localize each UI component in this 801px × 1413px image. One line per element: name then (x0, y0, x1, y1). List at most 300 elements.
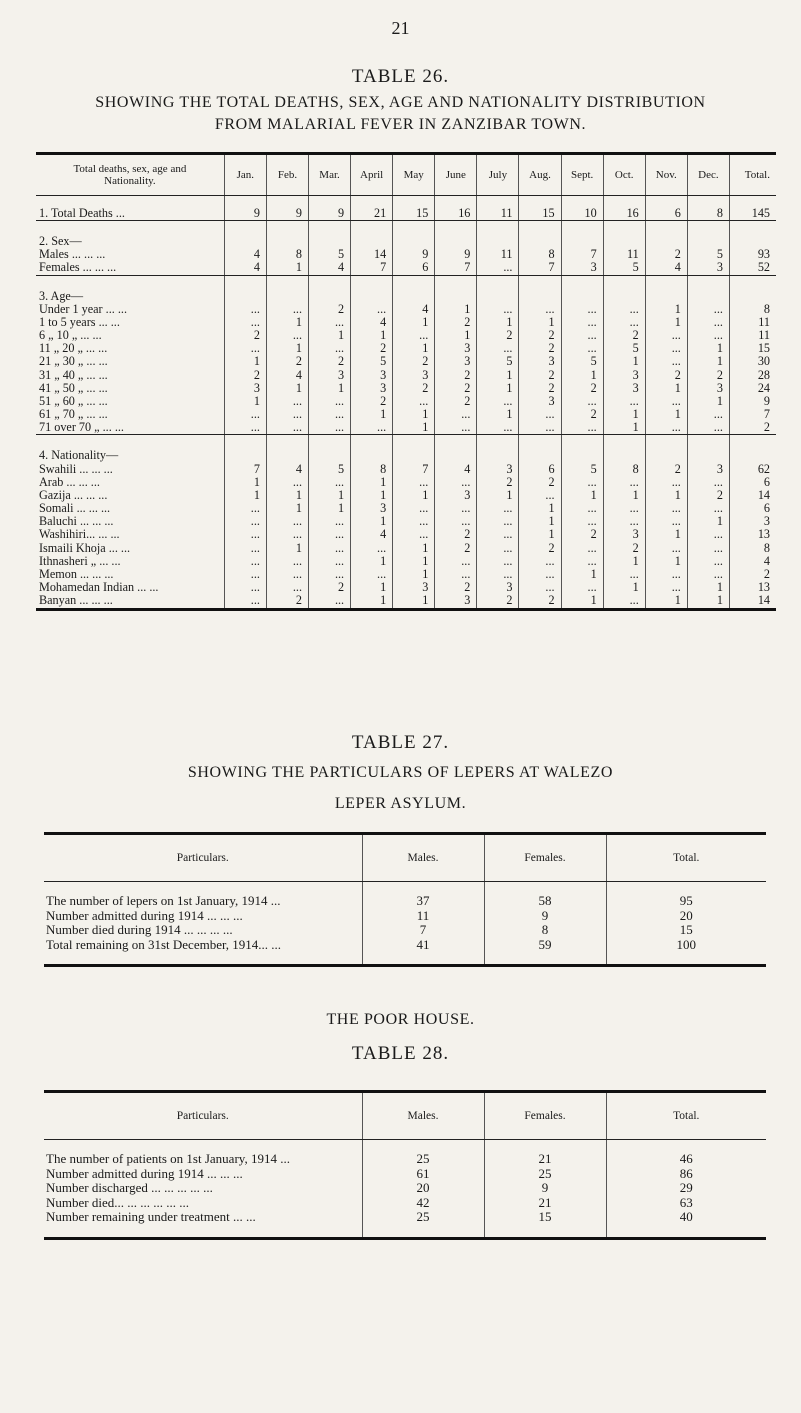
females-cell: 21 (484, 1196, 606, 1211)
empty-cell (477, 446, 519, 462)
total-cell: 62 (729, 462, 776, 475)
value-cell: 2 (519, 329, 561, 342)
value-cell: ... (561, 476, 603, 489)
value-cell: 4 (224, 261, 266, 275)
row-label: Somali ... ... ... (39, 501, 111, 516)
value-cell: ... (266, 555, 308, 568)
value-cell: 1 (393, 421, 435, 435)
value-cell: ... (687, 329, 729, 342)
value-cell: ... (393, 515, 435, 528)
value-cell: ... (645, 329, 687, 342)
value-cell: 1 (393, 542, 435, 555)
spacer-cell (645, 435, 687, 447)
value-cell: ... (224, 303, 266, 316)
empty-cell (393, 287, 435, 303)
value-cell: 3 (393, 369, 435, 382)
value-cell: ... (687, 316, 729, 329)
value-cell: ... (266, 581, 308, 594)
total-cell: 20 (606, 909, 766, 924)
value-cell: 1 (645, 489, 687, 502)
spacer-cell (362, 1140, 484, 1153)
table-26 (36, 152, 776, 611)
value-cell: 2 (435, 581, 477, 594)
value-cell: 1 (435, 329, 477, 342)
col-females: Females. (484, 834, 606, 882)
section-title: 2. Sex— (39, 234, 82, 249)
spacer-cell (606, 952, 766, 966)
value-cell: ... (519, 303, 561, 316)
value-cell: 1 (393, 555, 435, 568)
total-cell: 86 (606, 1167, 766, 1182)
value-cell: ... (435, 502, 477, 515)
spacer-cell (266, 221, 308, 233)
value-cell: ... (351, 568, 393, 581)
value-cell: 9 (266, 207, 308, 221)
total-cell: 6 (729, 476, 776, 489)
value-cell: 2 (519, 342, 561, 355)
empty-cell (519, 287, 561, 303)
empty-cell (477, 287, 519, 303)
value-cell: ... (519, 568, 561, 581)
value-cell: 1 (266, 342, 308, 355)
row-label: 21 „ 30 „ ... ... (39, 354, 108, 369)
row-label: 11 „ 20 „ ... ... (39, 341, 108, 356)
spacer-cell (477, 275, 519, 287)
value-cell: ... (603, 476, 645, 489)
total-cell: 6 (729, 502, 776, 515)
row-label: Arab ... ... ... (39, 474, 100, 489)
spacer-cell (561, 221, 603, 233)
value-cell: ... (309, 476, 351, 489)
value-cell: ... (645, 421, 687, 435)
value-cell: ... (224, 342, 266, 355)
value-cell: 2 (519, 382, 561, 395)
spacer-cell (351, 275, 393, 287)
row-label: Number died... ... ... ... ... ... (46, 1194, 189, 1210)
spacer-cell (603, 435, 645, 447)
value-cell: ... (687, 542, 729, 555)
value-cell: 1 (224, 476, 266, 489)
value-cell: 1 (687, 515, 729, 528)
males-cell: 41 (362, 938, 484, 953)
value-cell: 1 (477, 369, 519, 382)
row-label: Total remaining on 31st December, 1914... ... (46, 936, 282, 952)
value-cell: 1 (393, 408, 435, 421)
total-cell: 14 (729, 489, 776, 502)
value-cell: 11 (603, 248, 645, 261)
table-27 (44, 832, 766, 967)
spacer-cell (477, 221, 519, 233)
empty-cell (224, 232, 266, 248)
row-label: 1. Total Deaths ... (36, 207, 224, 221)
total-cell: 11 (729, 329, 776, 342)
value-cell: 1 (687, 594, 729, 609)
spacer-cell (224, 221, 266, 233)
row-label: 61 „ 70 „ ... ... (39, 407, 108, 422)
spacer-cell (519, 221, 561, 233)
table-26-header-row (36, 154, 776, 196)
value-cell: 5 (603, 342, 645, 355)
value-cell: 2 (393, 355, 435, 368)
row-label: Number died during 1914 ... ... ... ... (46, 922, 233, 938)
value-cell: ... (266, 329, 308, 342)
value-cell: 1 (224, 355, 266, 368)
value-cell: 1 (266, 382, 308, 395)
header-label-line-1: Total deaths, sex, age and (73, 163, 187, 175)
value-cell: 15 (393, 207, 435, 221)
value-cell: ... (309, 342, 351, 355)
value-cell: 7 (393, 462, 435, 475)
table-row (44, 1152, 766, 1167)
total-cell: 24 (729, 382, 776, 395)
value-cell: 4 (393, 303, 435, 316)
value-cell: ... (603, 316, 645, 329)
empty-cell (603, 446, 645, 462)
spacer-cell (309, 196, 351, 208)
total-cell: 63 (606, 1196, 766, 1211)
table-row (36, 515, 776, 528)
value-cell: ... (687, 476, 729, 489)
value-cell: 1 (687, 581, 729, 594)
value-cell: 4 (645, 261, 687, 275)
spacer-cell (351, 221, 393, 233)
col-particulars: Particulars. (44, 834, 362, 882)
value-cell: 2 (309, 581, 351, 594)
value-cell: ... (435, 515, 477, 528)
value-cell: ... (351, 542, 393, 555)
spacer-cell (309, 435, 351, 447)
table-row (44, 909, 766, 924)
value-cell: ... (309, 528, 351, 541)
value-cell: 1 (603, 408, 645, 421)
value-cell: ... (603, 515, 645, 528)
value-cell: ... (309, 395, 351, 408)
table-row (44, 938, 766, 953)
value-cell: 1 (561, 594, 603, 609)
table-26-body (36, 196, 776, 610)
spacer-cell (519, 275, 561, 287)
value-cell: 1 (603, 489, 645, 502)
value-cell: 1 (266, 316, 308, 329)
value-cell: 1 (266, 489, 308, 502)
value-cell: 7 (351, 261, 393, 275)
total-cell: 11 (729, 316, 776, 329)
spacer-cell (484, 1140, 606, 1153)
females-cell: 9 (484, 909, 606, 924)
spacer-cell (362, 952, 484, 966)
table-row (36, 502, 776, 515)
row-label: Females ... ... ... (36, 261, 224, 275)
spacer-row (36, 275, 776, 287)
value-cell: 1 (351, 408, 393, 421)
value-cell: ... (561, 581, 603, 594)
value-cell: 2 (687, 489, 729, 502)
value-cell: ... (561, 316, 603, 329)
table-row (36, 408, 776, 421)
value-cell: 1 (645, 528, 687, 541)
empty-cell (266, 287, 308, 303)
table-row (36, 369, 776, 382)
spacer-cell (477, 196, 519, 208)
value-cell: ... (309, 316, 351, 329)
value-cell: 1 (477, 489, 519, 502)
spacer-cell (645, 275, 687, 287)
value-cell: ... (309, 542, 351, 555)
empty-cell (477, 232, 519, 248)
month-header: Jan. (224, 154, 266, 196)
value-cell: ... (266, 303, 308, 316)
females-cell: 9 (484, 1181, 606, 1196)
spacer-row (36, 221, 776, 233)
empty-cell (351, 446, 393, 462)
value-cell: ... (435, 421, 477, 435)
value-cell: 2 (561, 528, 603, 541)
empty-cell (224, 287, 266, 303)
table-row (44, 1196, 766, 1211)
value-cell: 1 (309, 502, 351, 515)
value-cell: 7 (561, 248, 603, 261)
males-cell: 7 (362, 923, 484, 938)
table-row (36, 555, 776, 568)
value-cell: 3 (561, 261, 603, 275)
value-cell: 1 (687, 395, 729, 408)
value-cell: ... (519, 581, 561, 594)
value-cell: 1 (645, 594, 687, 609)
value-cell: 2 (266, 594, 308, 609)
value-cell: ... (477, 342, 519, 355)
spacer-row (44, 952, 766, 966)
value-cell: ... (561, 395, 603, 408)
total-cell: 2 (729, 568, 776, 581)
value-cell: 3 (477, 581, 519, 594)
table-row (44, 1181, 766, 1196)
value-cell: 1 (645, 316, 687, 329)
table-row (36, 568, 776, 581)
value-cell: 3 (435, 489, 477, 502)
header-label-line-2: Nationality. (104, 175, 156, 187)
value-cell: ... (266, 568, 308, 581)
total-cell: 40 (606, 1210, 766, 1225)
value-cell: 2 (561, 408, 603, 421)
value-cell: 5 (687, 248, 729, 261)
value-cell: 3 (519, 355, 561, 368)
value-cell: 2 (519, 594, 561, 609)
value-cell: ... (435, 408, 477, 421)
value-cell: ... (687, 421, 729, 435)
value-cell: 1 (393, 316, 435, 329)
row-label: Mohamedan Indian ... ... (39, 580, 159, 595)
value-cell: ... (519, 421, 561, 435)
females-cell: 8 (484, 923, 606, 938)
table-row (36, 303, 776, 316)
value-cell: ... (309, 408, 351, 421)
empty-cell (645, 446, 687, 462)
total-cell: 28 (729, 369, 776, 382)
value-cell: 11 (477, 207, 519, 221)
value-cell: 2 (309, 303, 351, 316)
section-title: 4. Nationality— (39, 448, 119, 463)
value-cell: 2 (519, 476, 561, 489)
value-cell: ... (561, 303, 603, 316)
spacer-cell (309, 221, 351, 233)
spacer-cell (393, 275, 435, 287)
value-cell: ... (393, 395, 435, 408)
value-cell: 8 (266, 248, 308, 261)
value-cell: 2 (519, 542, 561, 555)
table-row (36, 248, 776, 261)
value-cell: ... (645, 581, 687, 594)
value-cell: 3 (687, 382, 729, 395)
males-cell: 25 (362, 1210, 484, 1225)
value-cell: 3 (687, 462, 729, 475)
value-cell: 4 (351, 316, 393, 329)
value-cell: 1 (351, 476, 393, 489)
value-cell: ... (477, 303, 519, 316)
empty-cell (435, 287, 477, 303)
value-cell: 1 (561, 489, 603, 502)
value-cell: 9 (393, 248, 435, 261)
month-header: Feb. (266, 154, 308, 196)
empty-cell (561, 446, 603, 462)
spacer-row (44, 1140, 766, 1153)
spacer-cell (36, 435, 224, 447)
table-28-title: TABLE 28. (351, 1043, 450, 1064)
value-cell: 10 (561, 207, 603, 221)
table-27-subtitle-line-1: SHOWING THE PARTICULARS OF LEPERS AT WALEZO (187, 764, 614, 781)
value-cell: 2 (477, 329, 519, 342)
empty-cell (729, 446, 776, 462)
value-cell: 4 (351, 528, 393, 541)
value-cell: 4 (266, 369, 308, 382)
table-26-title: TABLE 26. (351, 66, 450, 87)
value-cell: 8 (687, 207, 729, 221)
col-total: Total. (606, 834, 766, 882)
spacer-cell (484, 952, 606, 966)
value-cell: 1 (603, 421, 645, 435)
empty-cell (309, 446, 351, 462)
value-cell: 5 (561, 355, 603, 368)
value-cell: 5 (351, 355, 393, 368)
value-cell: ... (224, 542, 266, 555)
table-27-body (44, 882, 766, 966)
spacer-cell (603, 275, 645, 287)
spacer-cell (266, 196, 308, 208)
spacer-cell (606, 1140, 766, 1153)
value-cell: 5 (477, 355, 519, 368)
spacer-cell (44, 882, 362, 895)
month-header: Aug. (519, 154, 561, 196)
table-row (44, 1210, 766, 1225)
value-cell: ... (224, 528, 266, 541)
value-cell: 1 (645, 555, 687, 568)
empty-cell (561, 287, 603, 303)
value-cell: 2 (603, 329, 645, 342)
value-cell: 1 (561, 369, 603, 382)
value-cell: 2 (309, 355, 351, 368)
value-cell: 2 (477, 476, 519, 489)
empty-cell (561, 232, 603, 248)
row-label: Swahili ... ... ... (39, 461, 113, 476)
spacer-cell (266, 435, 308, 447)
value-cell: 1 (477, 408, 519, 421)
females-cell: 59 (484, 938, 606, 953)
empty-cell (687, 446, 729, 462)
males-cell: 20 (362, 1181, 484, 1196)
empty-cell (687, 232, 729, 248)
value-cell: ... (266, 395, 308, 408)
value-cell: 1 (393, 568, 435, 581)
table-27-title: TABLE 27. (351, 732, 450, 753)
value-cell: 3 (351, 502, 393, 515)
row-label: The number of patients on 1st January, 1914 ... (46, 1151, 290, 1167)
month-header: Oct. (603, 154, 645, 196)
spacer-cell (393, 196, 435, 208)
value-cell: ... (435, 555, 477, 568)
table-28 (44, 1090, 766, 1240)
value-cell: ... (687, 303, 729, 316)
month-header: Nov. (645, 154, 687, 196)
value-cell: ... (393, 502, 435, 515)
value-cell: 2 (477, 594, 519, 609)
value-cell: ... (687, 568, 729, 581)
value-cell: ... (309, 421, 351, 435)
row-label: 31 „ 40 „ ... ... (39, 367, 108, 382)
total-cell: 100 (606, 938, 766, 953)
value-cell: ... (645, 476, 687, 489)
value-cell: ... (266, 421, 308, 435)
value-cell: ... (477, 421, 519, 435)
spacer-cell (603, 196, 645, 208)
value-cell: ... (561, 515, 603, 528)
total-cell: 46 (606, 1152, 766, 1167)
spacer-cell (36, 221, 224, 233)
males-cell: 37 (362, 894, 484, 909)
value-cell: 1 (351, 489, 393, 502)
header-label (36, 154, 224, 196)
spacer-row (36, 196, 776, 208)
total-cell: 15 (729, 342, 776, 355)
value-cell: 3 (435, 342, 477, 355)
value-cell: 1 (519, 502, 561, 515)
value-cell: 8 (519, 248, 561, 261)
total-cell: 3 (729, 515, 776, 528)
value-cell: 2 (645, 369, 687, 382)
section-heading-row (36, 446, 776, 462)
total-cell: 14 (729, 594, 776, 609)
spacer-cell (309, 275, 351, 287)
spacer-cell (519, 196, 561, 208)
row-label: 51 „ 60 „ ... ... (39, 393, 108, 408)
section-title: 3. Age— (39, 288, 84, 303)
empty-cell (435, 446, 477, 462)
table-row (36, 528, 776, 541)
value-cell: 5 (561, 462, 603, 475)
spacer-cell (36, 275, 224, 287)
females-cell: 21 (484, 1152, 606, 1167)
value-cell: 2 (519, 369, 561, 382)
value-cell: ... (224, 502, 266, 515)
value-cell: ... (224, 555, 266, 568)
value-cell: 4 (309, 261, 351, 275)
row-label: 41 „ 50 „ ... ... (39, 380, 108, 395)
value-cell: 6 (645, 207, 687, 221)
spacer-cell (44, 952, 362, 966)
value-cell: 1 (687, 342, 729, 355)
empty-cell (729, 232, 776, 248)
value-cell: ... (519, 555, 561, 568)
value-cell: ... (266, 515, 308, 528)
value-cell: 5 (603, 261, 645, 275)
